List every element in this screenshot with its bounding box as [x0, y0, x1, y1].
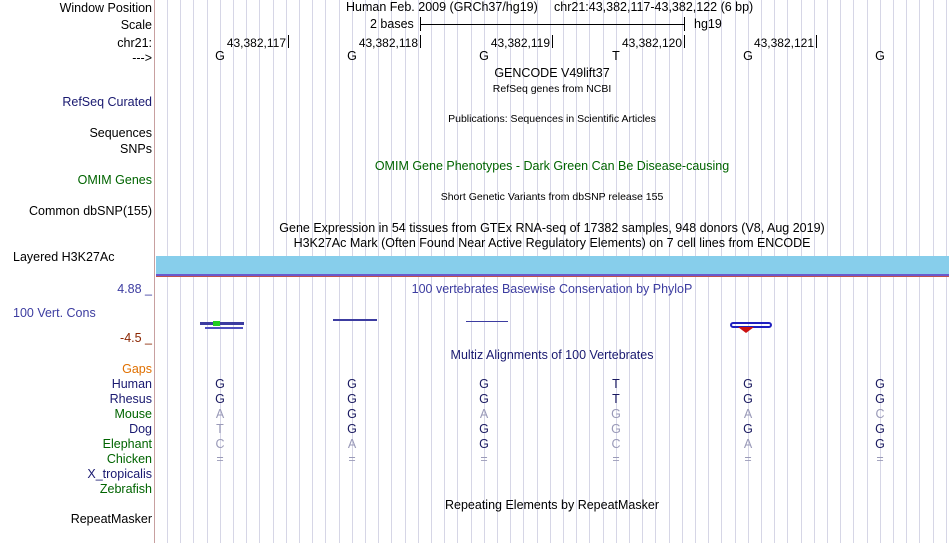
track-label-omim[interactable]: OMIM Genes — [77, 173, 152, 187]
alignment-base: = — [744, 452, 752, 466]
ruler-tick-label: 43,382,120 — [621, 36, 682, 50]
scale-bar-right-cap — [684, 17, 685, 31]
species-label[interactable]: Mouse — [114, 407, 152, 421]
track-title-dbsnp[interactable]: Short Genetic Variants from dbSNP release 155 — [440, 191, 664, 203]
species-label[interactable]: Human — [111, 377, 152, 391]
alignment-base: A — [743, 437, 753, 451]
label-window-position: Window Position — [59, 1, 152, 15]
alignment-base: C — [611, 437, 621, 451]
alignment-base: G — [347, 407, 357, 421]
track-label-refseq[interactable]: RefSeq Curated — [62, 95, 152, 109]
track-title-omim[interactable]: OMIM Gene Phenotypes - Dark Green Can Be Disease-causing — [374, 159, 730, 173]
cons-logo-1-green — [213, 321, 220, 326]
ruler-tick-mark — [684, 35, 685, 48]
ruler-tick-label: 43,382,119 — [490, 36, 550, 50]
reference-base: G — [347, 49, 357, 63]
track-label-dbsnp[interactable]: Common dbSNP(155) — [29, 204, 152, 218]
track-label-gaps[interactable]: Gaps — [122, 362, 152, 376]
alignment-base: G — [611, 422, 621, 436]
alignment-base: T — [216, 422, 224, 436]
alignment-base: T — [612, 377, 620, 391]
species-label[interactable]: Zebrafish — [99, 482, 152, 496]
species-label[interactable]: Chicken — [106, 452, 152, 466]
reference-base: G — [875, 49, 885, 63]
alignment-base: G — [743, 377, 753, 391]
alignment-base: C — [215, 437, 225, 451]
species-label[interactable]: X_tropicalis — [87, 467, 152, 481]
track-label-cons[interactable]: 100 Vert. Cons — [13, 306, 96, 320]
ruler-tick-mark — [816, 35, 817, 48]
reference-base: T — [612, 49, 620, 63]
label-strand-arrow[interactable]: ---> — [132, 51, 152, 65]
alignment-base: G — [215, 392, 225, 406]
label-chrom: chr21: — [117, 36, 152, 50]
reference-base: G — [743, 49, 753, 63]
alignment-base: G — [215, 377, 225, 391]
track-title-gencode[interactable]: GENCODE V49lift37 — [494, 66, 610, 80]
alignment-base: G — [479, 377, 489, 391]
alignment-base: G — [479, 422, 489, 436]
phylop-min-label: -4.5 _ — [120, 331, 152, 345]
species-label[interactable]: Elephant — [102, 437, 152, 451]
alignment-base: G — [347, 392, 357, 406]
cons-logo-1 — [200, 322, 244, 325]
alignment-base: G — [479, 392, 489, 406]
alignment-base: A — [215, 407, 225, 421]
alignment-base: G — [611, 407, 621, 421]
scale-bar-label: 2 bases — [370, 17, 414, 31]
reference-base: G — [215, 49, 225, 63]
alignment-base: A — [479, 407, 489, 421]
alignment-base: C — [875, 407, 885, 421]
alignment-base: G — [347, 422, 357, 436]
alignment-base: G — [479, 437, 489, 451]
scale-bar-db: hg19 — [694, 17, 722, 31]
alignment-base: G — [743, 392, 753, 406]
track-label-sequences[interactable]: Sequences — [89, 126, 152, 140]
ruler-tick-mark — [420, 35, 421, 48]
alignment-base: = — [348, 452, 356, 466]
alignment-base: G — [875, 377, 885, 391]
alignment-base: G — [875, 392, 885, 406]
track-title-h3k27ac[interactable]: H3K27Ac Mark (Often Found Near Active Regulatory Elements) on 7 cell lines from ENCODE — [293, 236, 811, 250]
alignment-base: G — [743, 422, 753, 436]
species-label[interactable]: Dog — [129, 422, 152, 436]
phylop-max-label: 4.88 _ — [117, 282, 152, 296]
alignment-base: = — [876, 452, 884, 466]
h3k27ac-signal[interactable] — [156, 256, 949, 274]
position-readout: chr21:43,382,117-43,382,122 (6 bp) — [554, 0, 754, 14]
ruler-tick-label: 43,382,118 — [358, 36, 418, 50]
alignment-base: = — [216, 452, 224, 466]
alignment-base: T — [612, 392, 620, 406]
reference-base: G — [479, 49, 489, 63]
scale-bar — [420, 24, 684, 25]
track-label-h3k27ac[interactable]: Layered H3K27Ac — [13, 250, 115, 264]
track-label-snps[interactable]: SNPs — [120, 142, 152, 156]
cons-logo-2 — [333, 319, 377, 321]
track-title-publications[interactable]: Publications: Sequences in Scientific Articles — [448, 113, 656, 125]
alignment-base: A — [347, 437, 357, 451]
alignment-base: G — [875, 437, 885, 451]
assembly-name: Human Feb. 2009 (GRCh37/hg19) — [346, 0, 538, 14]
track-title-gtex[interactable]: Gene Expression in 54 tissues from GTEx RNA-seq of 17382 samples, 948 donors (V8, Aug 2019) — [279, 221, 825, 235]
h3k27ac-bottom-line — [156, 276, 949, 277]
label-scale: Scale — [120, 18, 152, 32]
track-title-refseq[interactable]: RefSeq genes from NCBI — [492, 83, 612, 95]
ruler-tick-mark — [552, 35, 553, 48]
track-title-repeatmasker[interactable]: Repeating Elements by RepeatMasker — [444, 498, 660, 512]
alignment-base: G — [347, 377, 357, 391]
ruler-tick-mark — [288, 35, 289, 48]
alignment-base: = — [480, 452, 488, 466]
species-label[interactable]: Rhesus — [109, 392, 152, 406]
track-title-multiz[interactable]: Multiz Alignments of 100 Vertebrates — [450, 348, 654, 362]
scale-bar-left-cap — [420, 17, 421, 31]
alignment-base: G — [875, 422, 885, 436]
cons-logo-3 — [466, 321, 508, 322]
track-title-phylop[interactable]: 100 vertebrates Basewise Conservation by PhyloP — [411, 282, 693, 296]
alignment-base: = — [612, 452, 620, 466]
ruler-tick-label: 43,382,117 — [226, 36, 286, 50]
track-label-repeatmasker[interactable]: RepeatMasker — [70, 512, 152, 526]
ruler-tick-label: 43,382,121 — [753, 36, 814, 50]
alignment-base: A — [743, 407, 753, 421]
cons-logo-1-low — [205, 327, 243, 329]
